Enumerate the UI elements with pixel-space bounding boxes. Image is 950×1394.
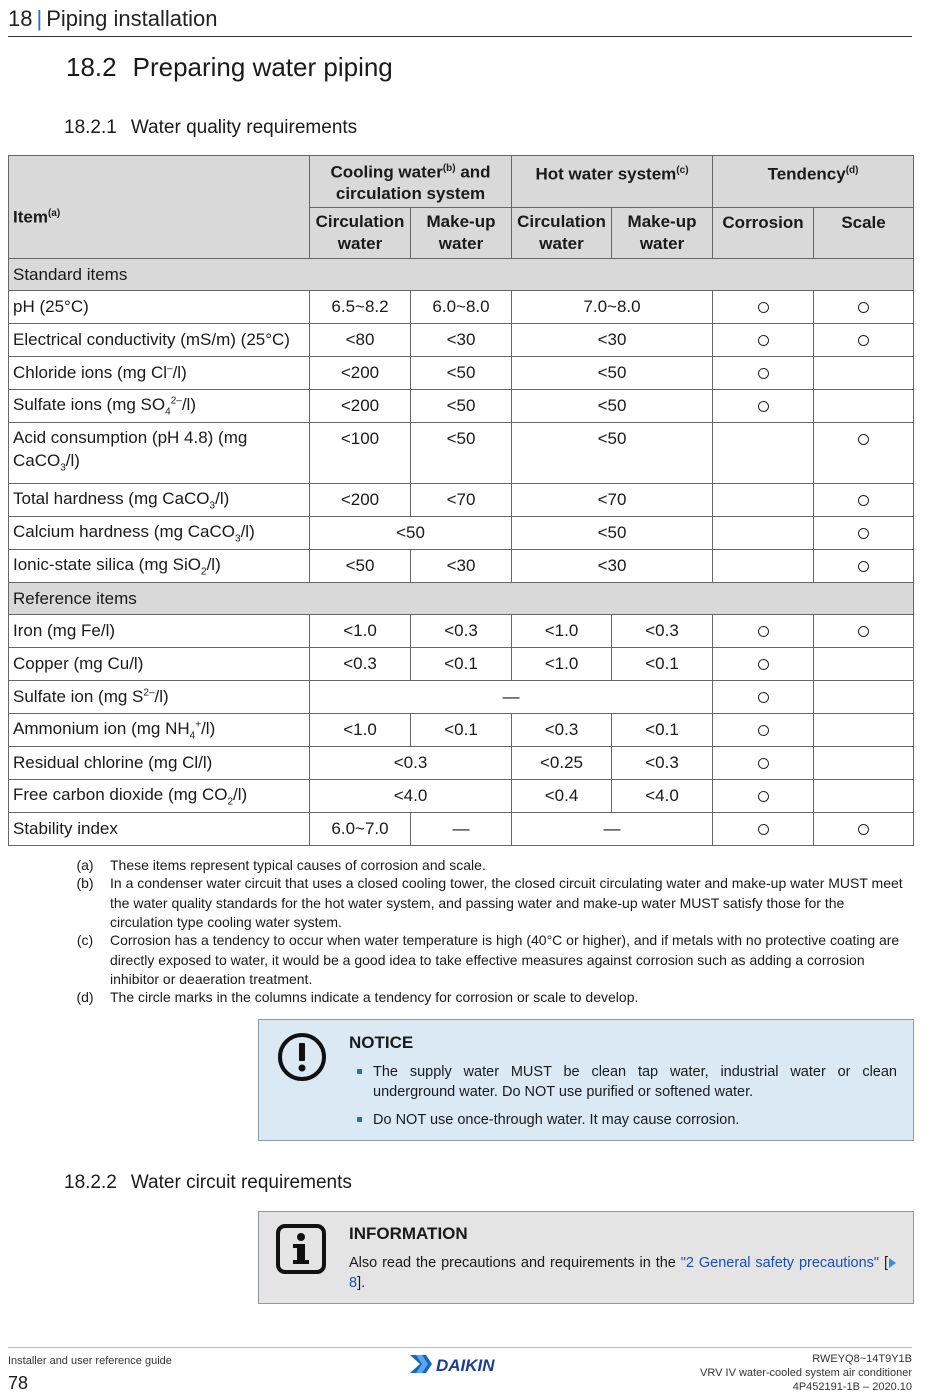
footer-guide-title: Installer and user reference guide xyxy=(8,1355,172,1367)
table-row xyxy=(9,648,914,681)
header-cooling-makeup: Make-up water xyxy=(411,208,512,259)
table-row xyxy=(9,423,914,484)
scale-cell xyxy=(814,357,914,390)
cell: <50 xyxy=(411,390,512,423)
information-title: INFORMATION xyxy=(349,1224,468,1243)
cell: <0.1 xyxy=(612,648,713,681)
corrosion-cell xyxy=(713,423,814,484)
cell: <1.0 xyxy=(310,714,411,747)
row-item: Iron (mg Fe/l) xyxy=(9,615,310,648)
circle-mark-icon xyxy=(858,626,869,637)
circle-mark-icon xyxy=(758,791,769,802)
cell: <0.1 xyxy=(411,714,512,747)
row-item: Sulfate ions (mg $SO_4^{2-}/l$) xyxy=(9,390,310,423)
corrosion-cell xyxy=(713,648,814,681)
header-item: Item$^{(a)}$ xyxy=(9,156,310,259)
footer-doc-info xyxy=(700,1352,912,1394)
cell: <200 xyxy=(310,357,411,390)
footer-model: RWEYQ8~14T9Y1B xyxy=(812,1353,912,1365)
footnote-c: (c) Corrosion has a tendency to occur when water temperature is high (40°C or higher), and if metals with no protective coating are directly exposed to water, it would be a good idea to take effective measures against corrosion such as adding a corrosion inhibitor or deaeration treatment. xyxy=(76,932,900,987)
row-item: Total hardness (mg CaCO$_3$/l) xyxy=(9,484,310,517)
scale-cell xyxy=(814,291,914,324)
table-row xyxy=(9,714,914,747)
row-item: Chloride ions (mg Cl–/l) xyxy=(9,357,310,390)
cell: <50 xyxy=(512,517,713,550)
section-heading xyxy=(66,52,393,83)
scale-cell xyxy=(814,324,914,357)
circle-mark-icon xyxy=(758,335,769,346)
section-number: 18.2 xyxy=(66,52,117,82)
corrosion-cell xyxy=(713,484,814,517)
header-cooling-water: Cooling water$^{(b)}$ and circulation system xyxy=(310,156,512,208)
cell: <30 xyxy=(411,324,512,357)
corrosion-cell xyxy=(713,357,814,390)
corrosion-cell xyxy=(713,681,814,714)
header-cooling-circulation: Circulation water xyxy=(310,208,411,259)
general-safety-link[interactable]: "2 General safety precautions" xyxy=(680,1255,880,1271)
cell: <0.3 xyxy=(612,615,713,648)
corrosion-cell xyxy=(713,550,814,583)
cell: <50 xyxy=(310,517,512,550)
table-row xyxy=(9,324,914,357)
corrosion-cell xyxy=(713,517,814,550)
notice-body xyxy=(349,1062,897,1130)
cell: <50 xyxy=(310,550,411,583)
cell: <0.3 xyxy=(512,714,612,747)
row-item: Calcium hardness (mg CaCO$_3$/l) xyxy=(9,517,310,550)
footer-product: VRV IV water-cooled system air conditioner xyxy=(700,1367,912,1379)
table-row xyxy=(9,517,914,550)
cell: <0.25 xyxy=(512,747,612,780)
table-row xyxy=(9,681,914,714)
cell: <30 xyxy=(411,550,512,583)
cell: <70 xyxy=(512,484,713,517)
corrosion-cell xyxy=(713,390,814,423)
cell: <4.0 xyxy=(612,780,713,813)
circle-mark-icon xyxy=(758,302,769,313)
cell: <30 xyxy=(512,324,713,357)
row-item: Electrical conductivity (mS/m) (25°C) xyxy=(9,324,310,357)
cell: <200 xyxy=(310,484,411,517)
cell: <0.1 xyxy=(411,648,512,681)
footnote-b: (b) In a condenser water circuit that uses a closed cooling tower, the closed circuit circulating water and make-up water MUST meet the water quality standards for the hot water system, and passing water and make-up water MUST satisfy those for the circulation type cooling water system. xyxy=(76,875,903,930)
table-row xyxy=(9,484,914,517)
table-row xyxy=(9,780,914,813)
cell: — xyxy=(411,813,512,846)
circle-mark-icon xyxy=(758,824,769,835)
cell: <0.3 xyxy=(310,747,512,780)
scale-cell xyxy=(814,813,914,846)
chapter-number: 18 xyxy=(8,6,33,31)
subsection-title: Water quality requirements xyxy=(130,117,358,138)
cell: <50 xyxy=(512,423,713,484)
row-item: Stability index xyxy=(9,813,310,846)
subsection-number: 18.2.2 xyxy=(64,1172,117,1193)
cell: <70 xyxy=(411,484,512,517)
scale-cell xyxy=(814,550,914,583)
circle-mark-icon xyxy=(758,725,769,736)
circle-mark-icon xyxy=(858,528,869,539)
subsection-number: 18.2.1 xyxy=(64,117,117,138)
table-row xyxy=(9,813,914,846)
header-separator: | xyxy=(36,6,43,31)
corrosion-cell xyxy=(713,615,814,648)
subsection-heading-water-circuit xyxy=(64,1172,352,1194)
table-section-row xyxy=(9,583,914,615)
cell: 6.0~8.0 xyxy=(411,291,512,324)
cell: <50 xyxy=(512,357,713,390)
row-item: Copper (mg Cu/l) xyxy=(9,648,310,681)
cell: 6.5~8.2 xyxy=(310,291,411,324)
corrosion-cell xyxy=(713,714,814,747)
circle-mark-icon xyxy=(758,659,769,670)
chapter-title: Piping installation xyxy=(46,6,218,31)
footer-rule xyxy=(8,1347,912,1348)
circle-mark-icon xyxy=(758,692,769,703)
footnote-a: (a) These items represent typical causes of corrosion and scale. xyxy=(76,857,486,873)
circle-mark-icon xyxy=(858,434,869,445)
row-item: Free carbon dioxide (mg $CO_2/l$) xyxy=(9,780,310,813)
info-square-icon xyxy=(275,1223,327,1275)
running-header xyxy=(8,6,217,32)
cell: <50 xyxy=(512,390,713,423)
table-row xyxy=(9,747,914,780)
table-row xyxy=(9,291,914,324)
circle-mark-icon xyxy=(758,758,769,769)
scale-cell xyxy=(814,648,914,681)
water-quality-table xyxy=(8,155,914,846)
circle-mark-icon xyxy=(858,561,869,572)
scale-cell xyxy=(814,714,914,747)
cell: <0.3 xyxy=(411,615,512,648)
page-ref-link[interactable]: 8 xyxy=(349,1275,358,1291)
cell: <80 xyxy=(310,324,411,357)
notice-bullet: The supply water MUST be clean tap water, industrial water or clean underground water. Do NOT use purified or softened water. xyxy=(349,1062,897,1102)
notice-bullet: Do NOT use once-through water. It may cause corrosion. xyxy=(349,1110,897,1130)
circle-mark-icon xyxy=(758,368,769,379)
cell: <30 xyxy=(512,550,713,583)
row-item: Residual chlorine (mg Cl/l) xyxy=(9,747,310,780)
header-scale: Scale xyxy=(814,208,914,259)
circle-mark-icon xyxy=(858,302,869,313)
cell: <1.0 xyxy=(512,648,612,681)
header-tendency: Tendency$^{(d)}$ xyxy=(713,156,914,208)
cell: <0.3 xyxy=(310,648,411,681)
row-item: Ionic-state silica (mg SiO$_2$/l) xyxy=(9,550,310,583)
scale-cell xyxy=(814,484,914,517)
page-ref-arrow-icon xyxy=(889,1258,896,1268)
section-title: Preparing water piping xyxy=(132,52,393,82)
scale-cell xyxy=(814,747,914,780)
circle-mark-icon xyxy=(858,824,869,835)
cell: <50 xyxy=(411,357,512,390)
row-item: Ammonium ion (mg $NH_4^+/l$) xyxy=(9,714,310,747)
row-item: Acid consumption (pH 4.8) (mg CaCO$_3$/l) xyxy=(9,423,310,484)
cell: <0.4 xyxy=(512,780,612,813)
information-box xyxy=(258,1211,914,1304)
table-row xyxy=(9,615,914,648)
cell: — xyxy=(512,813,713,846)
footer-doc-number: 4P452191-1B – 2020.10 xyxy=(792,1381,912,1393)
subsection-heading-water-quality xyxy=(64,117,357,139)
table-row xyxy=(9,550,914,583)
scale-cell xyxy=(814,615,914,648)
svg-text:DAIKIN: DAIKIN xyxy=(436,1356,495,1375)
row-item: pH (25°C) xyxy=(9,291,310,324)
daikin-logo xyxy=(408,1353,512,1375)
section-label-standard: Standard items xyxy=(9,259,914,291)
notice-box xyxy=(258,1019,914,1141)
corrosion-cell xyxy=(713,324,814,357)
information-body: Also read the precautions and requirements in the "2 General safety precautions" [8]. xyxy=(349,1253,897,1293)
page-number: 78 xyxy=(8,1373,29,1393)
exclamation-circle-icon xyxy=(276,1031,328,1083)
cell: <200 xyxy=(310,390,411,423)
scale-cell xyxy=(814,780,914,813)
header-hot-water: Hot water system$^{(c)}$ xyxy=(512,156,713,208)
section-label-reference: Reference items xyxy=(9,583,914,615)
cell: <1.0 xyxy=(512,615,612,648)
row-item: Sulfate ion (mg $S^{2-}/l$) xyxy=(9,681,310,714)
notice-title: NOTICE xyxy=(349,1033,414,1052)
header-hot-makeup: Make-up water xyxy=(612,208,713,259)
scale-cell xyxy=(814,390,914,423)
header-rule xyxy=(8,36,912,37)
cell: <100 xyxy=(310,423,411,484)
header-corrosion: Corrosion xyxy=(713,208,814,259)
cell: 7.0~8.0 xyxy=(512,291,713,324)
scale-cell xyxy=(814,517,914,550)
corrosion-cell xyxy=(713,747,814,780)
circle-mark-icon xyxy=(758,401,769,412)
circle-mark-icon xyxy=(758,626,769,637)
cell: <0.1 xyxy=(612,714,713,747)
circle-mark-icon xyxy=(858,335,869,346)
cell: <1.0 xyxy=(310,615,411,648)
corrosion-cell xyxy=(713,780,814,813)
circle-mark-icon xyxy=(858,495,869,506)
table-row xyxy=(9,357,914,390)
corrosion-cell xyxy=(713,813,814,846)
footnote-d: (d) The circle marks in the columns indicate a tendency for corrosion or scale to develop. xyxy=(76,989,639,1005)
scale-cell xyxy=(814,423,914,484)
cell: <50 xyxy=(411,423,512,484)
scale-cell xyxy=(814,681,914,714)
cell: <4.0 xyxy=(310,780,512,813)
header-hot-circulation: Circulation water xyxy=(512,208,612,259)
table-section-row xyxy=(9,259,914,291)
cell: <0.3 xyxy=(612,747,713,780)
cell: — xyxy=(310,681,713,714)
table-row xyxy=(9,390,914,423)
corrosion-cell xyxy=(713,291,814,324)
subsection-title: Water circuit requirements xyxy=(130,1172,352,1193)
cell: 6.0~7.0 xyxy=(310,813,411,846)
